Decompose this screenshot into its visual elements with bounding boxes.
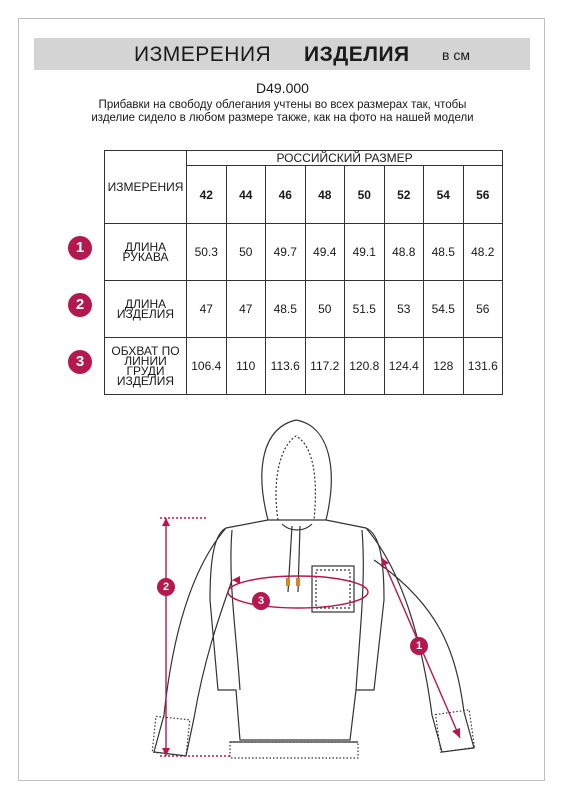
- table-cell: 128: [424, 338, 464, 395]
- table-cell: 49.7: [266, 224, 306, 281]
- drawstring-tip-left: [286, 578, 290, 586]
- table-cell: 120.8: [345, 338, 385, 395]
- armhole-left: [231, 530, 240, 690]
- fit-note: Прибавки на свободу облегания учтены во всех размерах так, чтобы изделие сидело в любом размере также, как на фото на нашей модели: [91, 99, 474, 124]
- table-cell: 47: [226, 281, 266, 338]
- size-header: 44: [226, 166, 266, 224]
- title-regular: ИЗМЕРЕНИЯ: [134, 43, 272, 66]
- row-number-badge: 1: [68, 236, 92, 260]
- table-row: [105, 224, 503, 281]
- row-number-badge: 2: [68, 293, 92, 317]
- size-header: 56: [463, 166, 503, 224]
- table-cell: 48.8: [384, 224, 424, 281]
- table-cell: 47: [187, 281, 227, 338]
- hood-outline: [262, 420, 331, 520]
- size-header: 42: [187, 166, 227, 224]
- table-cell: 54.5: [424, 281, 464, 338]
- table-cell: 50: [226, 224, 266, 281]
- table-cell: 53: [384, 281, 424, 338]
- table-cell: 48.2: [463, 224, 503, 281]
- row-label: ОБХВАТ ПО ЛИНИИ ГРУДИ ИЗДЕЛИЯ: [105, 338, 187, 395]
- size-table: [104, 150, 503, 395]
- size-header: 52: [384, 166, 424, 224]
- table-row: [105, 338, 503, 395]
- size-header: 50: [345, 166, 385, 224]
- row-number-badge: 3: [68, 350, 92, 374]
- row-label: ДЛИНА ИЗДЕЛИЯ: [105, 281, 187, 338]
- armhole-right: [356, 530, 363, 690]
- chest-pocket: [312, 566, 354, 612]
- size-header: 48: [305, 166, 345, 224]
- article-code: D49.000: [256, 80, 309, 96]
- chest-marker: 3: [252, 592, 270, 610]
- table-cell: 51.5: [345, 281, 385, 338]
- table-cell: 49.4: [305, 224, 345, 281]
- neckline: [282, 524, 312, 530]
- body-outline: [210, 520, 384, 740]
- table-cell: 50: [305, 281, 345, 338]
- table-cell: 56: [463, 281, 503, 338]
- table-row: [105, 281, 503, 338]
- size-header: 54: [424, 166, 464, 224]
- unit-label: в см: [442, 47, 470, 63]
- drawstring-tip-right: [296, 578, 300, 586]
- table-cell: 117.2: [305, 338, 345, 395]
- table-cell: 48.5: [424, 224, 464, 281]
- waistband: [230, 742, 358, 758]
- length-marker: 2: [157, 578, 175, 596]
- size-header: 46: [266, 166, 306, 224]
- hoodie-drawing: [0, 400, 565, 760]
- header-bar: [34, 38, 530, 70]
- sleeve-marker: 1: [410, 637, 428, 655]
- table-cell: 113.6: [266, 338, 306, 395]
- table-cell: 50.3: [187, 224, 227, 281]
- hood-inner: [276, 436, 315, 520]
- row-label: ДЛИНА РУКАВА: [105, 224, 187, 281]
- table-cell: 124.4: [384, 338, 424, 395]
- table-cell: 106.4: [187, 338, 227, 395]
- measurements-header: ИЗМЕРЕНИЯ: [105, 151, 187, 224]
- table-cell: 48.5: [266, 281, 306, 338]
- table-cell: 110: [226, 338, 266, 395]
- table-cell: 131.6: [463, 338, 503, 395]
- table-cell: 49.1: [345, 224, 385, 281]
- title-bold: ИЗДЕЛИЯ: [304, 43, 410, 66]
- size-system-header: РОССИЙСКИЙ РАЗМЕР: [187, 151, 503, 166]
